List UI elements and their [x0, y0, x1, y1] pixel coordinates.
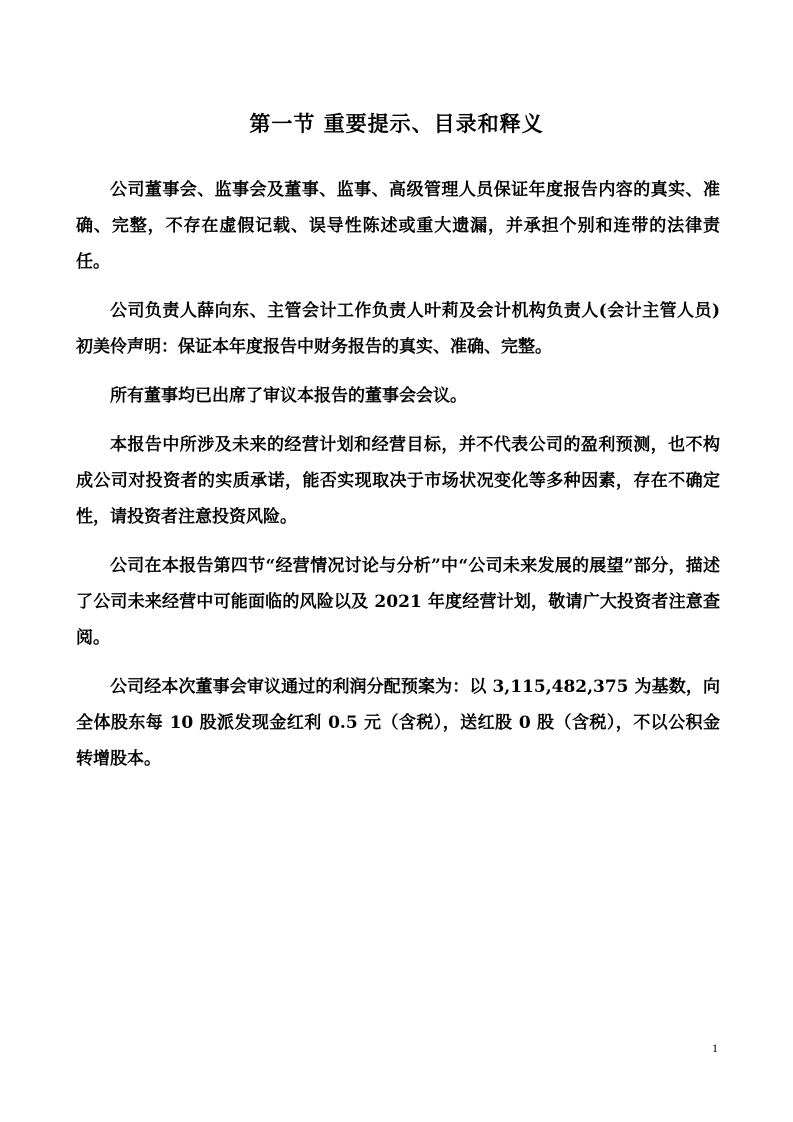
section-title: 第一节 重要提示、目录和释义 — [249, 111, 544, 136]
paragraph-risk-reference: 公司在本报告第四节“经营情况讨论与分析”中“公司未来发展的展望”部分，描述了公司未来经营中可能面临的风险以及 2021 年度经营计划，敬请广大投资者注意查阅。 — [76, 556, 720, 648]
page-number: 1 — [712, 1041, 718, 1055]
paragraph-profit-distribution: 公司经本次董事会审议通过的利润分配预案为：以 3,115,482,375 为基数，向全体股东每 10 股派发现金红利 0.5 元（含税），送红股 0 股（含税），不以公积金转增股本。 — [76, 677, 720, 769]
paragraph-officer-declaration: 公司负责人薛向东、主管会计工作负责人叶莉及会计机构负责人(会计主管人员)初美伶声明：保证本年度报告中财务报告的真实、准确、完整。 — [76, 301, 720, 357]
paragraph-director-attendance: 所有董事均已出席了审议本报告的董事会会议。 — [110, 386, 467, 406]
paragraph-responsibility-statement: 公司董事会、监事会及董事、监事、高级管理人员保证年度报告内容的真实、准确、完整，不存在虚假记载、误导性陈述或重大遗漏，并承担个别和连带的法律责任。 — [76, 180, 720, 272]
paragraph-forward-looking-disclaimer: 本报告中所涉及未来的经营计划和经营目标，并不代表公司的盈利预测，也不构成公司对投资者的实质承诺，能否实现取决于市场状况变化等多种因素，存在不确定性，请投资者注意投资风险。 — [76, 435, 720, 527]
document-body — [76, 172, 720, 790]
